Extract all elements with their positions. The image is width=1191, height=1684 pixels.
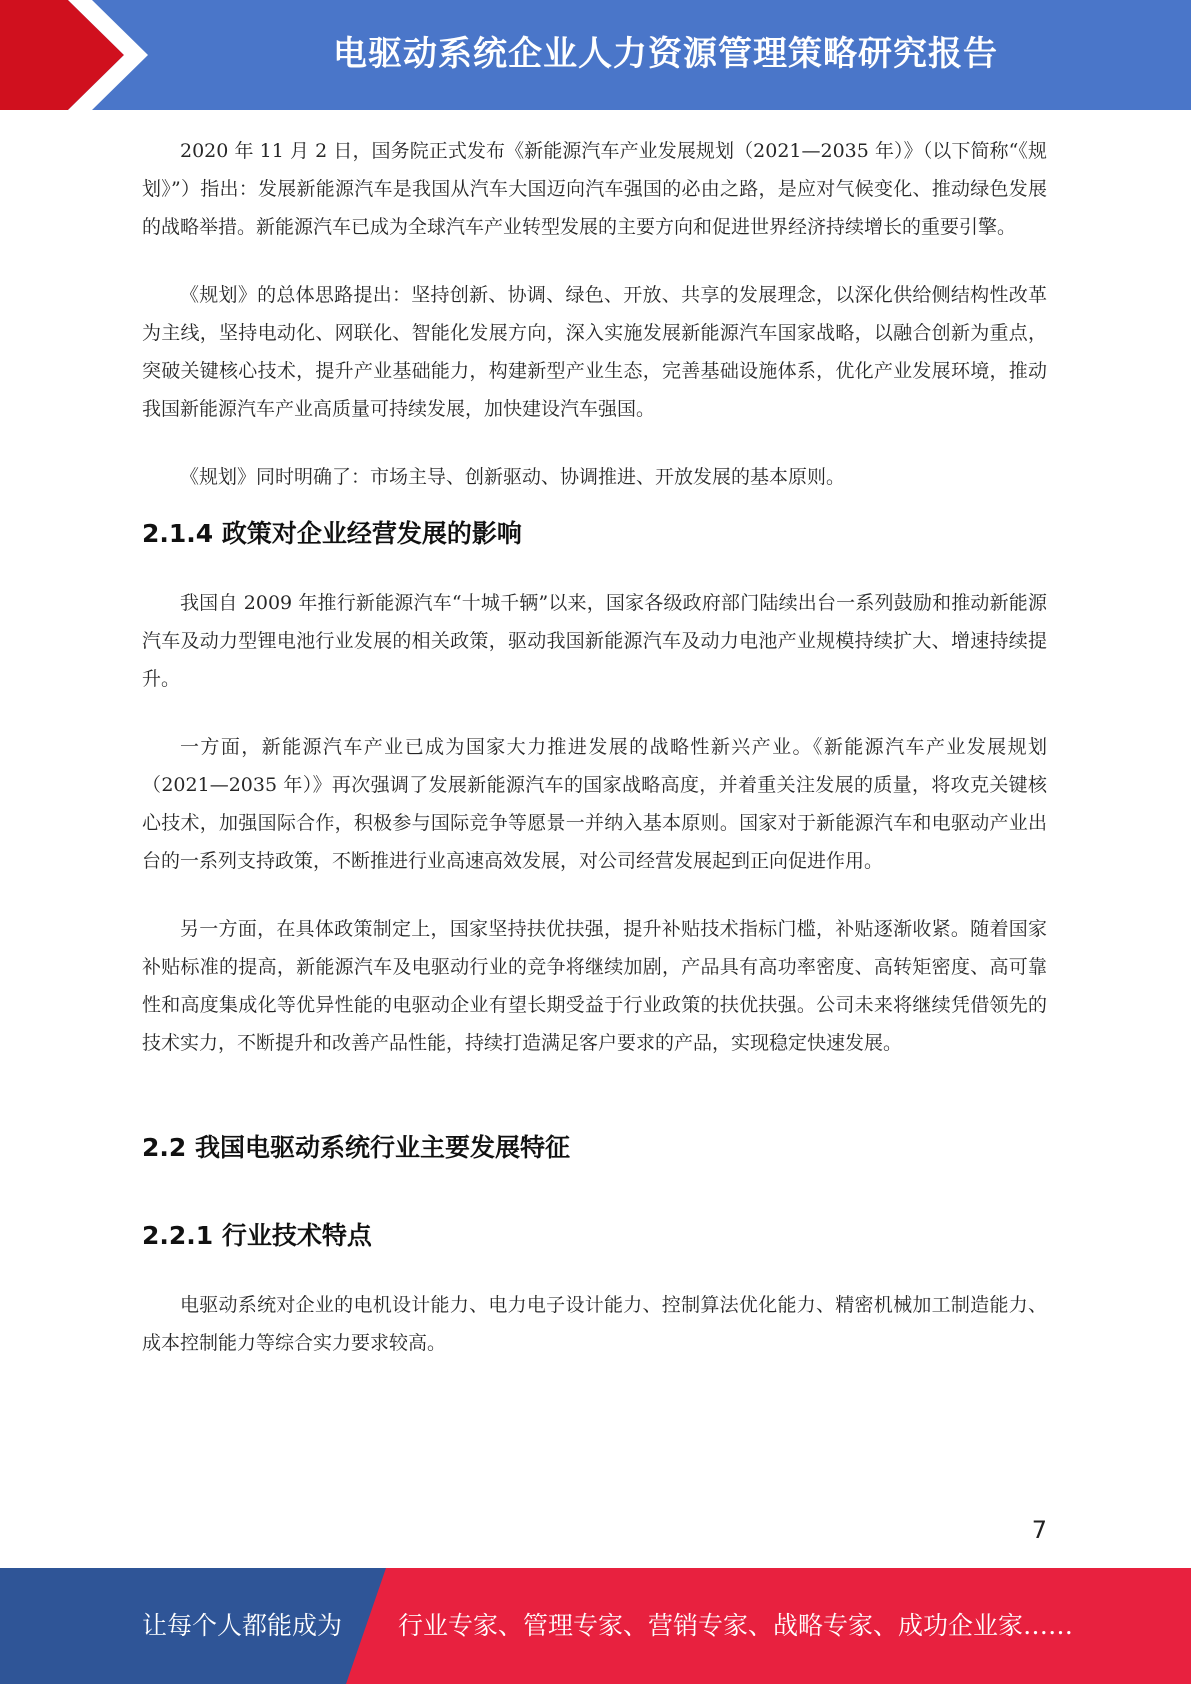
page-header (0, 0, 1191, 110)
section-heading: 2.1.4 政策对企业经营发展的影响 (142, 519, 522, 548)
report-title: 电驱动系统企业人力资源管理策略研究报告 (333, 34, 998, 74)
body-paragraph: 我国自 2009 年推行新能源汽车“十城千辆”以来，国家各级政府部门陆续出台一系列鼓励和推动新能源汽车及动力型锂电池行业发展的相关政策，驱动我国新能源汽车及动力电池产业规模持续扩大、增速持续提升。 (142, 592, 1047, 690)
section-heading: 2.2 我国电驱动系统行业主要发展特征 (142, 1133, 570, 1162)
header-arrow-decoration (0, 0, 160, 110)
section-heading: 2.2.1 行业技术特点 (142, 1221, 372, 1250)
document-body (142, 132, 1047, 1362)
footer-slogan-left: 让每个人都能成为 (142, 1611, 343, 1640)
body-paragraph: 一方面，新能源汽车产业已成为国家大力推进发展的战略性新兴产业。《新能源汽车产业发展规划（2021—2035 年）》再次强调了发展新能源汽车的国家战略高度，并着重关注发展的质量，将攻克关键核心技术，加强国际合作，积极参与国际竞争等愿景一并纳入基本原则。国家对于新能源汽车和电驱动产业出台的一系列支持政策，不断推进行业高速高效发展，对公司经营发展起到正向促进作用。 (142, 736, 1047, 872)
page-number: 7 (1031, 1516, 1047, 1544)
body-paragraph: 电驱动系统对企业的电机设计能力、电力电子设计能力、控制算法优化能力、精密机械加工制造能力、成本控制能力等综合实力要求较高。 (142, 1294, 1047, 1354)
body-paragraph: 另一方面，在具体政策制定上，国家坚持扶优扶强，提升补贴技术指标门槛，补贴逐渐收紧。随着国家补贴标准的提高，新能源汽车及电驱动行业的竞争将继续加剧，产品具有高功率密度、高转矩密度、高可靠性和高度集成化等优异性能的电驱动企业有望长期受益于行业政策的扶优扶强。公司未来将继续凭借领先的技术实力，不断提升和改善产品性能，持续打造满足客户要求的产品，实现稳定快速发展。 (142, 918, 1047, 1054)
body-paragraph: 《规划》的总体思路提出：坚持创新、协调、绿色、开放、共享的发展理念，以深化供给侧结构性改革为主线，坚持电动化、网联化、智能化发展方向，深入实施发展新能源汽车国家战略，以融合创新为重点，突破关键核心技术，提升产业基础能力，构建新型产业生态，完善基础设施体系，优化产业发展环境，推动我国新能源汽车产业高质量可持续发展，加快建设汽车强国。 (142, 284, 1047, 420)
body-paragraph: 2020 年 11 月 2 日，国务院正式发布《新能源汽车产业发展规划（2021—2035 年）》（以下简称“《规划》”）指出：发展新能源汽车是我国从汽车大国迈向汽车强国的必由之路，是应对气候变化、推动绿色发展的战略举措。新能源汽车已成为全球汽车产业转型发展的主要方向和促进世界经济持续增长的重要引擎。 (142, 140, 1047, 238)
body-paragraph: 《规划》同时明确了：市场主导、创新驱动、协调推进、开放发展的基本原则。 (180, 466, 846, 488)
footer-slogan-right: 行业专家、管理专家、营销专家、战略专家、成功企业家…… (398, 1611, 1074, 1640)
page-footer (0, 1568, 1191, 1684)
